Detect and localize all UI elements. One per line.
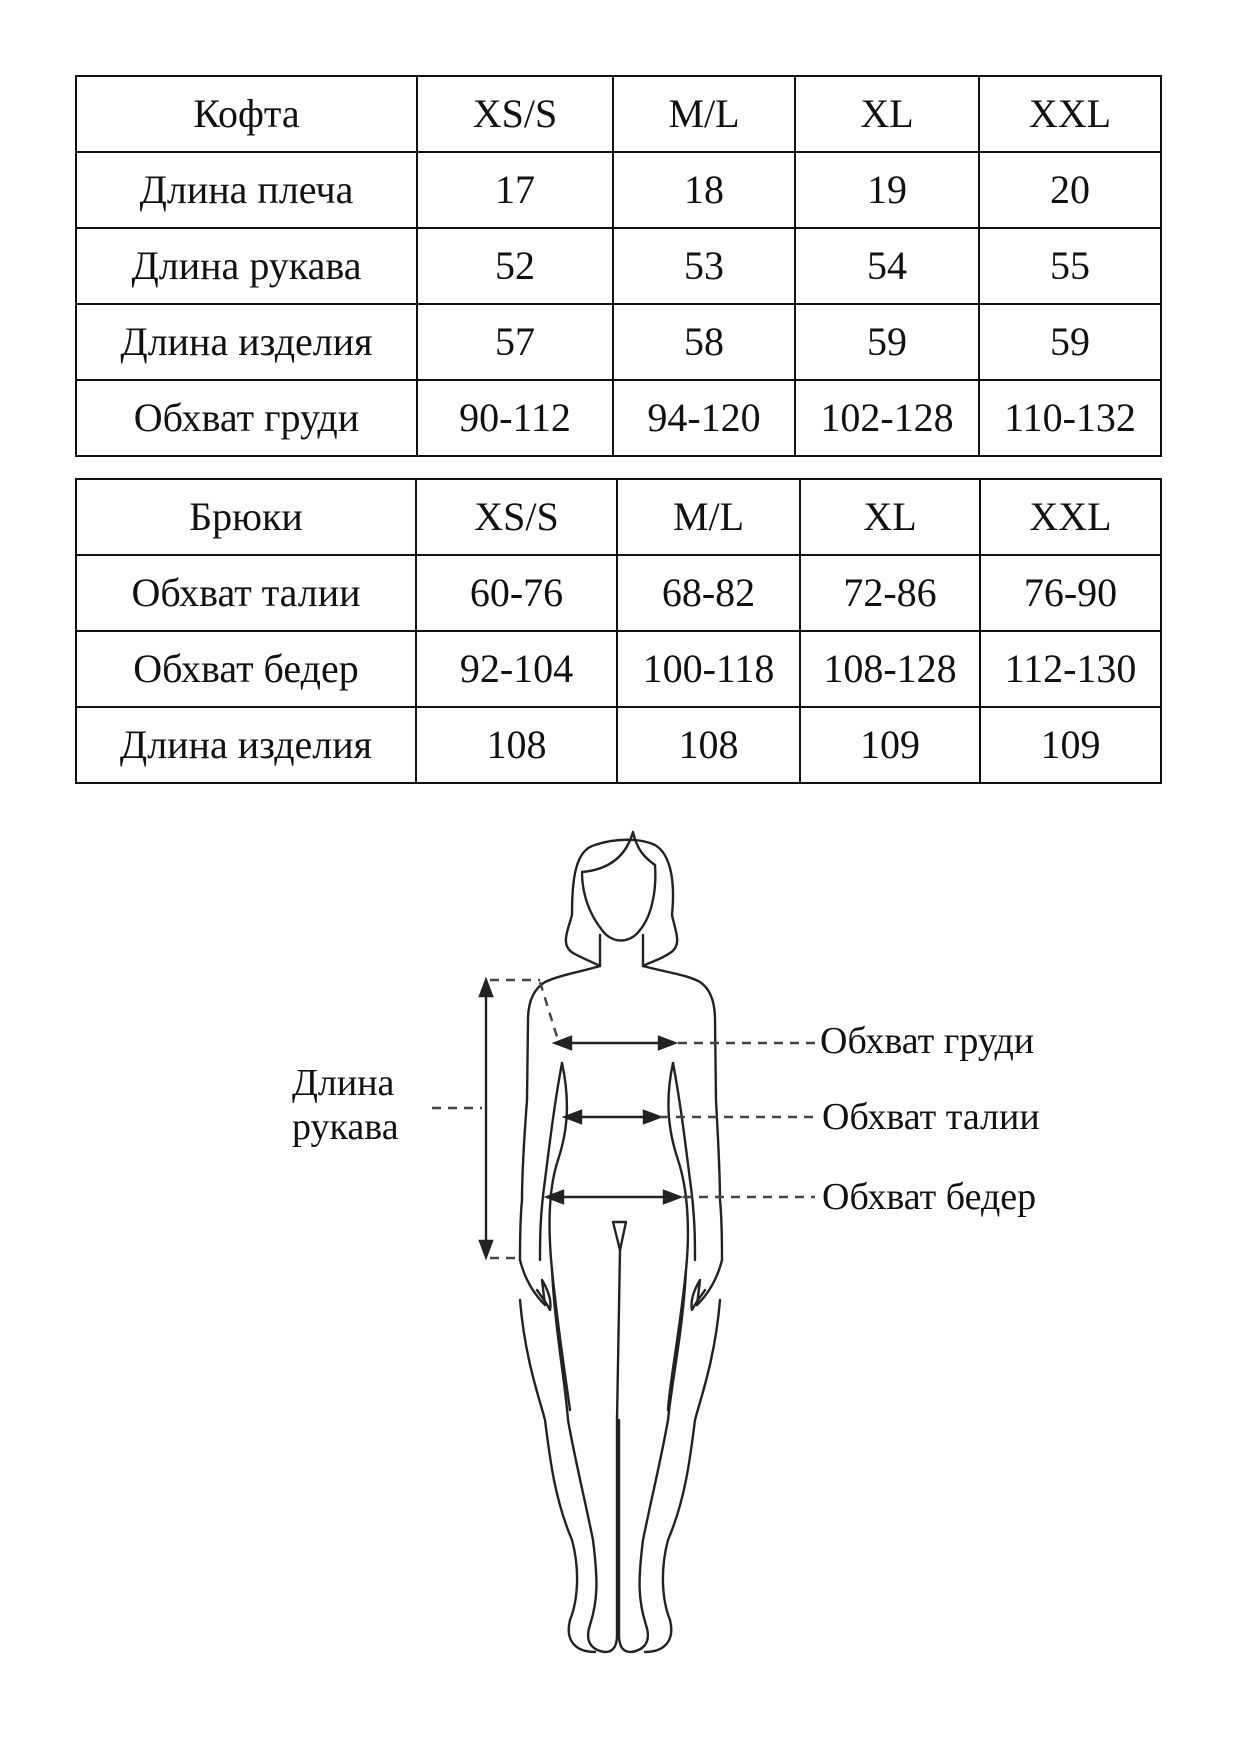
value-cell: 54 [795,228,979,304]
value-cell: 108 [617,707,800,783]
top-size-table [75,75,1162,457]
size-header-cell: XL [800,479,980,555]
size-header-cell: XL [795,76,979,152]
measure-label-cell: Обхват груди [76,380,417,456]
hip-girth-label: Обхват бедер [822,1176,1037,1218]
table-row [76,707,1161,783]
measure-label-cell: Длина плеча [76,152,417,228]
value-cell: 102-128 [795,380,979,456]
value-cell: 17 [417,152,613,228]
size-header-cell: XXL [979,76,1161,152]
size-header-cell: XXL [980,479,1161,555]
value-cell: 72-86 [800,555,980,631]
value-cell: 90-112 [417,380,613,456]
value-cell: 55 [979,228,1161,304]
value-cell: 53 [613,228,795,304]
body-measurement-figure [0,800,1240,1700]
value-cell: 52 [417,228,613,304]
table-row [76,152,1161,228]
waist-girth-label: Обхват талии [822,1096,1040,1138]
value-cell: 109 [980,707,1161,783]
value-cell: 110-132 [979,380,1161,456]
size-header-cell: M/L [617,479,800,555]
table-row [76,380,1161,456]
value-cell: 20 [979,152,1161,228]
value-cell: 76-90 [980,555,1161,631]
value-cell: 109 [800,707,980,783]
value-cell: 68-82 [617,555,800,631]
female-body-outline-icon [0,800,1240,1700]
bottom-size-table [75,478,1162,784]
measure-label-cell: Обхват бедер [76,631,416,707]
value-cell: 59 [795,304,979,380]
measure-label-cell: Обхват талии [76,555,416,631]
table-header-row [76,76,1161,152]
table-row [76,555,1161,631]
value-cell: 108-128 [800,631,980,707]
value-cell: 19 [795,152,979,228]
value-cell: 112-130 [980,631,1161,707]
value-cell: 94-120 [613,380,795,456]
table-header-row [76,479,1161,555]
value-cell: 100-118 [617,631,800,707]
value-cell: 92-104 [416,631,617,707]
value-cell: 108 [416,707,617,783]
garment-name-cell: Кофта [76,76,417,152]
garment-name-cell: Брюки [76,479,416,555]
table-row [76,631,1161,707]
table-row [76,304,1161,380]
size-header-cell: XS/S [416,479,617,555]
measure-label-cell: Длина изделия [76,707,416,783]
value-cell: 60-76 [416,555,617,631]
measure-label-cell: Длина изделия [76,304,417,380]
chest-girth-label: Обхват груди [820,1020,1035,1062]
table-row [76,228,1161,304]
value-cell: 18 [613,152,795,228]
value-cell: 59 [979,304,1161,380]
measure-label-cell: Длина рукава [76,228,417,304]
sleeve-length-label: Длина рукава [292,1062,399,1148]
value-cell: 57 [417,304,613,380]
value-cell: 58 [613,304,795,380]
size-header-cell: M/L [613,76,795,152]
size-header-cell: XS/S [417,76,613,152]
